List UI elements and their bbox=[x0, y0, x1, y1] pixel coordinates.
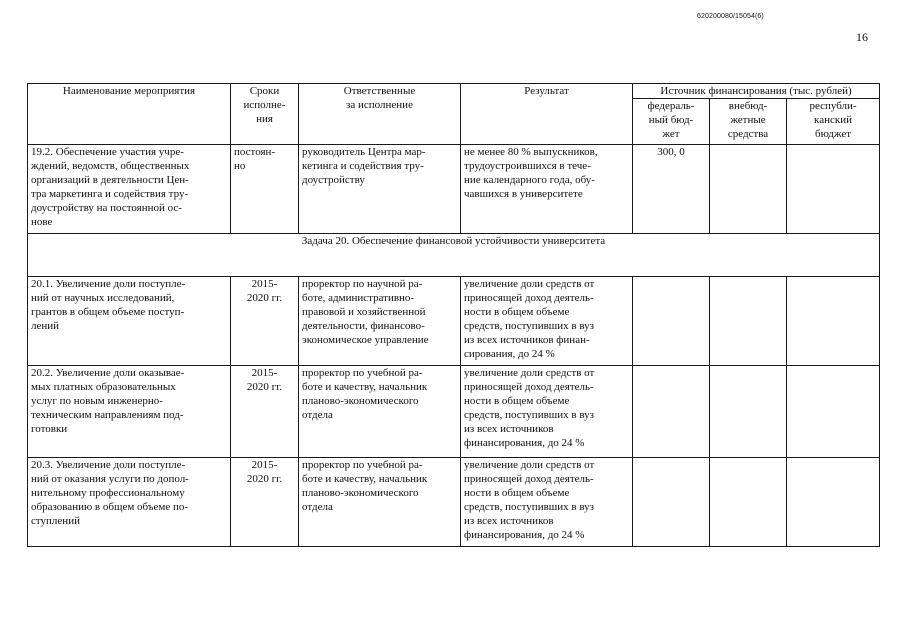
republic-budget-value bbox=[787, 145, 880, 234]
header-responsible: Ответственные за исполнение bbox=[299, 84, 461, 145]
measure-responsible: руководитель Центра мар- кетинга и содействия тру- доустройству bbox=[299, 145, 461, 234]
republic-budget-value bbox=[787, 366, 880, 458]
table-row bbox=[28, 366, 880, 458]
page-number: 16 bbox=[856, 30, 868, 44]
federal-budget-value: 300, 0 bbox=[633, 145, 710, 234]
measure-responsible: проректор по научной ра- боте, административно- правовой и хозяйственной деятельности, финансово- экономическое управление bbox=[299, 277, 461, 366]
federal-budget-value bbox=[633, 277, 710, 366]
header-extra-budget: внебюд- жетные средства bbox=[710, 99, 787, 145]
header-federal-budget: федераль- ный бюд- жет bbox=[633, 99, 710, 145]
task-title: Задача 20. Обеспечение финансовой устойчивости университета bbox=[28, 234, 880, 277]
extra-budget-value bbox=[710, 277, 787, 366]
measure-term: 2015- 2020 гг. bbox=[231, 277, 299, 366]
measure-name: 19.2. Обеспечение участия учре- ждений, ведомств, общественных организаций в деятельности Цен- тра маркетинга и содействия тру- доустройству на постоянной ос- нове bbox=[28, 145, 231, 234]
document-code: 620200080/15054(6) bbox=[697, 13, 764, 20]
republic-budget-value bbox=[787, 458, 880, 547]
measure-term: 2015- 2020 гг. bbox=[231, 366, 299, 458]
header-name: Наименование мероприятия bbox=[28, 84, 231, 145]
measure-result: увеличение доли средств от приносящей доход деятель- ности в общем объеме средств, поступивших в вуз из всех источников финансирования, до 24 % bbox=[461, 366, 633, 458]
table-row bbox=[28, 277, 880, 366]
federal-budget-value bbox=[633, 366, 710, 458]
header-result: Результат bbox=[461, 84, 633, 145]
action-plan-table bbox=[27, 83, 880, 547]
measure-result: увеличение доли средств от приносящей доход деятель- ности в общем объеме средств, поступивших в вуз из всех источников финансирования, до 24 % bbox=[461, 458, 633, 547]
header-republic-budget: республи- канский бюджет bbox=[787, 99, 880, 145]
task-heading-row bbox=[28, 234, 880, 277]
measure-responsible: проректор по учебной ра- боте и качеству, начальник планово-экономического отдела bbox=[299, 458, 461, 547]
measure-result: не менее 80 % выпускников, трудоустроившихся в тече- ние календарного года, обу- чавшихся в университете bbox=[461, 145, 633, 234]
table-row bbox=[28, 458, 880, 547]
republic-budget-value bbox=[787, 277, 880, 366]
header-terms: Сроки исполне- ния bbox=[231, 84, 299, 145]
table-row bbox=[28, 145, 880, 234]
extra-budget-value bbox=[710, 458, 787, 547]
federal-budget-value bbox=[633, 458, 710, 547]
measure-name: 20.1. Увеличение доли поступле- ний от научных исследований, грантов в общем объеме поступ- лений bbox=[28, 277, 231, 366]
measure-term: постоян- но bbox=[231, 145, 299, 234]
measure-result: увеличение доли средств от приносящей доход деятель- ности в общем объеме средств, поступивших в вуз из всех источников финан- сирования, до 24 % bbox=[461, 277, 633, 366]
measure-name: 20.3. Увеличение доли поступле- ний от оказания услуги по допол- нительному профессиональному образованию в общем объеме по- ступлений bbox=[28, 458, 231, 547]
measure-responsible: проректор по учебной ра- боте и качеству, начальник планово-экономического отдела bbox=[299, 366, 461, 458]
extra-budget-value bbox=[710, 366, 787, 458]
measure-term: 2015- 2020 гг. bbox=[231, 458, 299, 547]
measure-name: 20.2. Увеличение доли оказывае- мых платных образовательных услуг по новым инженерно- техническим направлениям под- готовки bbox=[28, 366, 231, 458]
header-funding-source: Источник финансирования (тыс. рублей) bbox=[633, 84, 880, 99]
extra-budget-value bbox=[710, 145, 787, 234]
